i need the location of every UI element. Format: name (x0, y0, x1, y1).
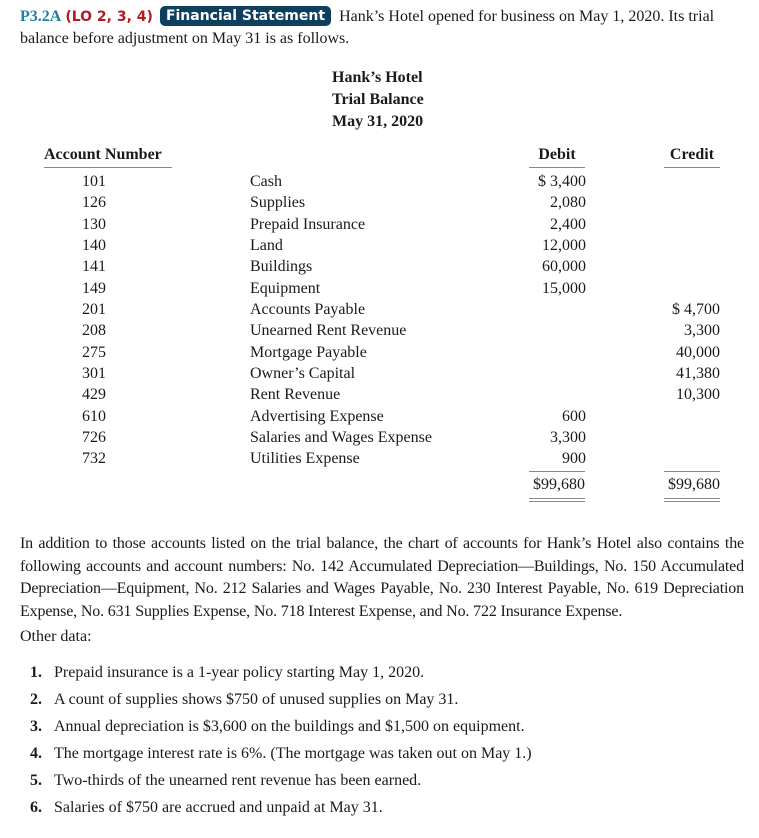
category-badge: Financial Statement (160, 6, 331, 26)
problem-id: P3.2A (20, 8, 62, 25)
list-item (30, 743, 730, 770)
account-name: Buildings (250, 258, 313, 276)
other-data-label: Other data: (20, 628, 92, 645)
account-name: Owner’s Capital (250, 365, 356, 383)
account-name: Salaries and Wages Expense (250, 429, 432, 447)
table-row (0, 278, 759, 299)
item-number: 6. (30, 799, 42, 816)
table-row (0, 299, 759, 320)
debit-amount: 3,300 (550, 429, 586, 447)
debit-amount: 2,400 (550, 215, 586, 233)
list-item (30, 716, 730, 743)
table-row (0, 427, 759, 448)
additional-accounts-paragraph: In addition to those accounts listed on the trial balance, the chart of accounts for Hank’s Hotel also contains the following accounts and account numbers: No. 142 Accumulated Depreciation—Buildings, No. 150 Accumulated Depreciation—Equipment, No. 212 Salaries and Wages Payable, No. 230 Interest Payable, No. 619 Depreciation Expense, No. 631 Supplies Expense, No. 718 Interest Expense, and No. 722 Insurance Expense. (20, 535, 744, 620)
account-number: 126 (82, 194, 106, 212)
table-row (0, 406, 759, 427)
table-row (0, 320, 759, 341)
table-row (0, 342, 759, 363)
item-text: Two-thirds of the unearned rent revenue has been earned. (54, 772, 422, 789)
account-number: 429 (82, 386, 106, 404)
list-item (30, 662, 730, 689)
account-number: 208 (82, 322, 106, 340)
credit-amount: 40,000 (676, 343, 720, 361)
account-name: Utilities Expense (250, 450, 360, 468)
account-name: Supplies (250, 194, 306, 212)
account-number: 726 (82, 429, 106, 447)
debit-amount: 2,080 (550, 194, 586, 212)
company-name: Hank’s Hotel (332, 69, 423, 86)
statement-date: May 31, 2020 (332, 113, 424, 130)
account-name: Accounts Payable (250, 301, 366, 319)
debit-amount: 600 (562, 407, 586, 425)
account-number: 149 (82, 279, 106, 297)
problem-intro (20, 6, 750, 50)
account-name: Prepaid Insurance (250, 215, 366, 233)
account-number: 140 (82, 237, 106, 255)
credit-amount: 10,300 (676, 386, 720, 404)
item-text: Salaries of $750 are accrued and unpaid at May 31. (54, 799, 383, 816)
debit-amount: 12,000 (542, 237, 586, 255)
account-number: 732 (82, 450, 106, 468)
debit-amount: 15,000 (542, 279, 586, 297)
table-row (0, 256, 759, 277)
intro-text: Hank’s Hotel opened for business on May 1, 2020. Its trial balance before adjustment on May 31 is as follows. (20, 8, 715, 47)
item-text: Annual depreciation is $3,600 on the buildings and $1,500 on equipment. (54, 718, 525, 735)
account-name: Unearned Rent Revenue (250, 322, 407, 340)
column-header-credit: Credit (664, 145, 720, 168)
account-name: Land (250, 237, 283, 255)
account-number: 301 (82, 365, 106, 383)
list-item (30, 797, 730, 824)
credit-amount: 41,380 (676, 365, 720, 383)
item-text: The mortgage interest rate is 6%. (The mortgage was taken out on May 1.) (54, 745, 532, 762)
account-number: 610 (82, 407, 106, 425)
item-number: 3. (30, 718, 42, 735)
item-text: A count of supplies shows $750 of unused supplies on May 31. (54, 691, 459, 708)
column-header-account-number: Account Number (44, 145, 172, 168)
item-number: 4. (30, 745, 42, 762)
credit-amount: 3,300 (684, 322, 720, 340)
trial-balance-heading (332, 67, 424, 133)
account-name: Cash (250, 173, 282, 190)
item-number: 1. (30, 664, 42, 681)
item-number: 5. (30, 772, 42, 789)
account-number: 101 (82, 173, 106, 190)
learning-objectives: (LO 2, 3, 4) (65, 9, 153, 25)
table-row (0, 214, 759, 235)
account-number: 275 (82, 343, 106, 361)
other-data-list (30, 662, 730, 824)
table-row (0, 363, 759, 384)
statement-title: Trial Balance (332, 91, 424, 108)
total-credit: $99,680 (664, 471, 720, 496)
debit-amount: 60,000 (542, 258, 586, 276)
item-text: Prepaid insurance is a 1-year policy starting May 1, 2020. (54, 664, 425, 681)
account-name: Advertising Expense (250, 407, 384, 425)
account-number: 130 (82, 215, 106, 233)
account-name: Equipment (250, 279, 321, 297)
trial-balance-rows (0, 171, 759, 470)
list-item (30, 770, 730, 797)
total-debit: $99,680 (529, 471, 585, 496)
list-item (30, 689, 730, 716)
debit-amount: $ 3,400 (538, 173, 586, 190)
account-name: Rent Revenue (250, 386, 341, 404)
account-number: 141 (82, 258, 106, 276)
item-number: 2. (30, 691, 42, 708)
debit-amount: 900 (562, 450, 586, 468)
table-row (0, 171, 759, 192)
table-row (0, 235, 759, 256)
table-row (0, 448, 759, 469)
account-name: Mortgage Payable (250, 343, 367, 361)
totals-row (0, 471, 759, 511)
account-number: 201 (82, 301, 106, 319)
table-row (0, 192, 759, 213)
credit-amount: $ 4,700 (672, 301, 720, 319)
table-row (0, 384, 759, 405)
column-header-debit: Debit (529, 145, 585, 168)
